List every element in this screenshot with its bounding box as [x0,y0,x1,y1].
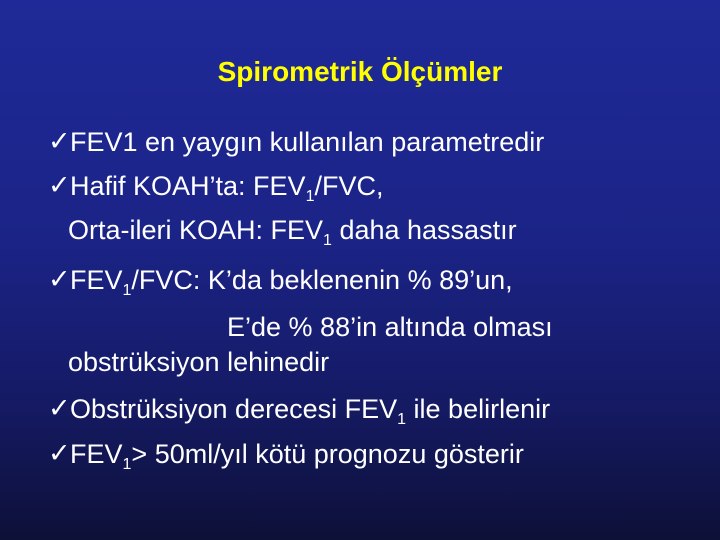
bullet-3-line-2: E’de % 88’in altında olması [227,312,553,342]
bullet-4-part1: Obstrüksiyon derecesi FEV [70,394,398,424]
bullet-1-text: FEV1 en yaygın kullanılan parametredir [70,127,545,157]
checkmark-icon: ✓ [48,170,71,201]
bullet-3-line-1-part2: /FVC: K’da beklenenin % 89’un, [131,265,513,295]
bullet-3-line-1-part1: FEV [70,265,123,295]
bullet-2-line-2-part2: daha hassastır [331,215,517,245]
bullet-2-line-1 [70,169,384,203]
bullet-3-line-1 [70,263,513,297]
bullet-2-line-1-part1: Hafif KOAH’ta: FEV [70,171,306,201]
slide-title: Spirometrik Ölçümler [217,56,503,87]
bullet-5-part2: > 50ml/yıl kötü prognozu gösterir [131,439,524,469]
checkmark-icon: ✓ [48,264,71,295]
bullet-2-line-1-part2: /FVC, [314,171,384,201]
checkmark-icon: ✓ [48,393,71,424]
subscript-1: 1 [323,232,332,249]
bullet-5-part1: FEV [70,439,123,469]
bullet-5-text [70,437,524,471]
checkmark-icon: ✓ [48,438,71,469]
bullet-3-line-3: obstrüksiyon lehinedir [68,347,330,377]
bullet-4-part2: ile belirlenir [406,394,551,424]
checkmark-icon: ✓ [48,126,71,157]
subscript-1: 1 [122,456,132,473]
subscript-1: 1 [122,282,132,299]
subscript-1: 1 [397,411,407,428]
bullet-2-line-2 [68,213,517,247]
subscript-1: 1 [305,188,315,205]
bullet-4-text [70,392,550,426]
bullet-2-line-2-part1: Orta-ileri KOAH: FEV [68,215,324,245]
